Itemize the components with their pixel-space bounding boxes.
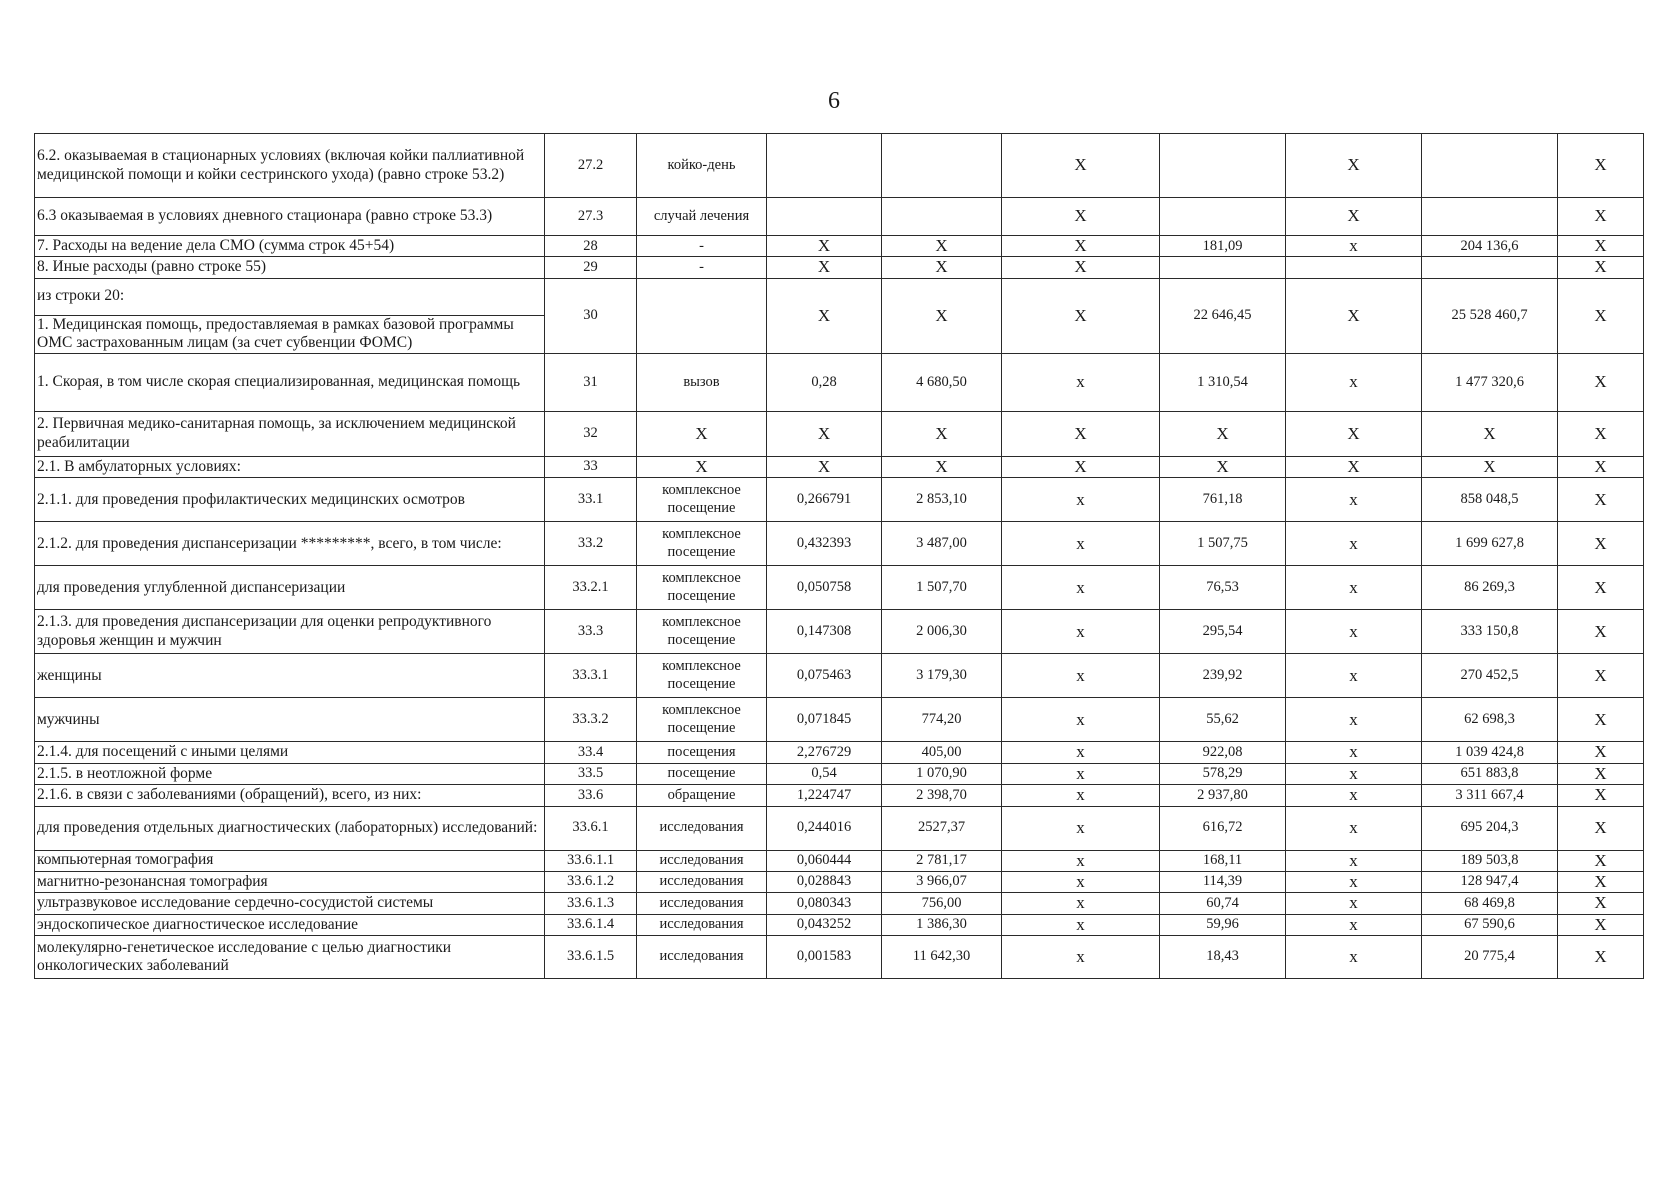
col-9: 68 469,8 [1422,893,1558,914]
table-row [35,893,1644,914]
row-code: 33.6.1.4 [545,914,637,935]
col-5: 2527,37 [882,806,1002,850]
col-5: 1 507,70 [882,566,1002,610]
col-4: X [767,257,882,278]
col-5: 11 642,30 [882,936,1002,979]
col-6: X [1002,411,1160,456]
col-5: X [882,257,1002,278]
row-name: мужчины [35,698,545,742]
row-name: 1. Медицинская помощь, предоставляемая в рамках базовой программы ОМС застрахованным лицам (за счет субвенции ФОМС) [35,315,545,353]
row-code: 33.3 [545,610,637,654]
col-7: 59,96 [1160,914,1286,935]
row-code: 33.6.1.2 [545,871,637,892]
col-5 [882,134,1002,198]
col-8: x [1286,522,1422,566]
col-8: x [1286,785,1422,806]
row-name: 2.1.3. для проведения диспансеризации для оценки репродуктивного здоровья женщин и мужчин [35,610,545,654]
col-9: 67 590,6 [1422,914,1558,935]
col-10: X [1558,936,1644,979]
col-7: 1 507,75 [1160,522,1286,566]
row-name: 7. Расходы на ведение дела СМО (сумма строк 45+54) [35,236,545,257]
row-unit: комплексное посещение [637,610,767,654]
table-row [35,478,1644,522]
col-10: X [1558,278,1644,353]
col-10: X [1558,914,1644,935]
col-8: X [1286,456,1422,477]
col-7: 761,18 [1160,478,1286,522]
table-row [35,566,1644,610]
col-4 [767,198,882,236]
col-10: X [1558,198,1644,236]
col-7: 181,09 [1160,236,1286,257]
col-8: x [1286,478,1422,522]
col-5: 4 680,50 [882,353,1002,411]
table-row [35,914,1644,935]
col-5: 405,00 [882,742,1002,763]
col-10: X [1558,850,1644,871]
col-10: X [1558,871,1644,892]
col-7: 168,11 [1160,850,1286,871]
col-9: 128 947,4 [1422,871,1558,892]
col-6: x [1002,871,1160,892]
row-code: 31 [545,353,637,411]
row-code: 33.3.2 [545,698,637,742]
row-code: 33.2 [545,522,637,566]
row-code: 30 [545,278,637,353]
col-4: 0,075463 [767,654,882,698]
col-4: 0,050758 [767,566,882,610]
row-name: 6.3 оказываемая в условиях дневного стационара (равно строке 53.3) [35,198,545,236]
col-7: 18,43 [1160,936,1286,979]
col-10: X [1558,134,1644,198]
table-row [35,936,1644,979]
col-7: 60,74 [1160,893,1286,914]
col-9: 651 883,8 [1422,763,1558,784]
col-9: 189 503,8 [1422,850,1558,871]
col-9: 695 204,3 [1422,806,1558,850]
row-unit: посещения [637,742,767,763]
row-name: магнитно-резонансная томография [35,871,545,892]
col-10: X [1558,411,1644,456]
row-code: 27.3 [545,198,637,236]
col-6: x [1002,806,1160,850]
row-name: 2.1.1. для проведения профилактических медицинских осмотров [35,478,545,522]
col-9: X [1422,411,1558,456]
row-name: 2.1.6. в связи с заболеваниями (обращений), всего, из них: [35,785,545,806]
col-10: X [1558,742,1644,763]
row-code: 33.6.1 [545,806,637,850]
table-row [35,411,1644,456]
col-6: x [1002,936,1160,979]
col-5: 756,00 [882,893,1002,914]
table-row [35,654,1644,698]
col-10: X [1558,610,1644,654]
row-name: 1. Скорая, в том числе скорая специализированная, медицинская помощь [35,353,545,411]
col-8: x [1286,871,1422,892]
row-unit: исследования [637,871,767,892]
row-code: 33.6.1.1 [545,850,637,871]
col-4: 0,28 [767,353,882,411]
row-code: 33.6.1.5 [545,936,637,979]
col-4: 0,028843 [767,871,882,892]
col-4: 0,001583 [767,936,882,979]
row-unit: комплексное посещение [637,478,767,522]
col-10: X [1558,456,1644,477]
col-10: X [1558,257,1644,278]
row-name: для проведения отдельных диагностических (лабораторных) исследований: [35,806,545,850]
col-7: 295,54 [1160,610,1286,654]
row-code: 33 [545,456,637,477]
row-name: 8. Иные расходы (равно строке 55) [35,257,545,278]
col-7: 2 937,80 [1160,785,1286,806]
col-10: X [1558,654,1644,698]
col-7: 114,39 [1160,871,1286,892]
row-name: женщины [35,654,545,698]
table-row [35,785,1644,806]
row-unit: посещение [637,763,767,784]
col-4: 1,224747 [767,785,882,806]
row-name: молекулярно-генетическое исследование с целью диагностики онкологических заболеваний [35,936,545,979]
col-6: x [1002,763,1160,784]
col-6: x [1002,785,1160,806]
table-row [35,522,1644,566]
col-5: 2 006,30 [882,610,1002,654]
col-10: X [1558,522,1644,566]
col-6: x [1002,742,1160,763]
col-9: 3 311 667,4 [1422,785,1558,806]
row-name: 2. Первичная медико-санитарная помощь, за исключением медицинской реабилитации [35,411,545,456]
col-6: x [1002,893,1160,914]
col-5: X [882,411,1002,456]
col-9: 25 528 460,7 [1422,278,1558,353]
col-8: x [1286,353,1422,411]
col-5: 3 966,07 [882,871,1002,892]
col-9 [1422,134,1558,198]
col-8: x [1286,893,1422,914]
col-8: x [1286,742,1422,763]
row-code: 33.6.1.3 [545,893,637,914]
col-10: X [1558,785,1644,806]
col-4: X [767,278,882,353]
row-unit: вызов [637,353,767,411]
col-9 [1422,198,1558,236]
col-4: 0,071845 [767,698,882,742]
col-5: X [882,278,1002,353]
row-name: эндоскопическое диагностическое исследование [35,914,545,935]
row-unit: случай лечения [637,198,767,236]
col-6: X [1002,456,1160,477]
col-6: X [1002,236,1160,257]
col-5: 2 781,17 [882,850,1002,871]
col-8: x [1286,763,1422,784]
row-name: ультразвуковое исследование сердечно-сосудистой системы [35,893,545,914]
row-name: компьютерная томография [35,850,545,871]
col-6: x [1002,654,1160,698]
col-9: 20 775,4 [1422,936,1558,979]
row-unit: койко-день [637,134,767,198]
col-10: X [1558,698,1644,742]
col-6: x [1002,698,1160,742]
table-row [35,198,1644,236]
col-9: 204 136,6 [1422,236,1558,257]
row-unit: обращение [637,785,767,806]
col-9: 1 477 320,6 [1422,353,1558,411]
row-unit: X [637,456,767,477]
col-8: X [1286,134,1422,198]
table-row [35,456,1644,477]
col-8 [1286,257,1422,278]
col-5: 1 386,30 [882,914,1002,935]
row-code: 29 [545,257,637,278]
table-row [35,257,1644,278]
col-6: x [1002,522,1160,566]
col-9: X [1422,456,1558,477]
col-6: x [1002,610,1160,654]
row-unit: - [637,236,767,257]
col-10: X [1558,353,1644,411]
row-unit: комплексное посещение [637,566,767,610]
col-8: x [1286,654,1422,698]
col-9: 86 269,3 [1422,566,1558,610]
row-unit: исследования [637,850,767,871]
table-row [35,698,1644,742]
col-5: X [882,236,1002,257]
col-4: X [767,411,882,456]
col-4: 2,276729 [767,742,882,763]
row-code: 33.4 [545,742,637,763]
col-5: 3 179,30 [882,654,1002,698]
row-unit: исследования [637,936,767,979]
row-code: 28 [545,236,637,257]
row-name: 2.1. В амбулаторных условиях: [35,456,545,477]
table-row [35,134,1644,198]
col-9: 858 048,5 [1422,478,1558,522]
col-6: x [1002,566,1160,610]
table-row [35,278,1644,315]
row-code: 33.6 [545,785,637,806]
row-code: 33.1 [545,478,637,522]
col-7: 578,29 [1160,763,1286,784]
row-unit: исследования [637,806,767,850]
col-7: 1 310,54 [1160,353,1286,411]
col-5: X [882,456,1002,477]
table-row [35,850,1644,871]
col-5: 2 853,10 [882,478,1002,522]
col-4: 0,060444 [767,850,882,871]
col-8: x [1286,566,1422,610]
table-row [35,806,1644,850]
row-code: 33.5 [545,763,637,784]
col-7: 22 646,45 [1160,278,1286,353]
col-10: X [1558,806,1644,850]
row-unit: исследования [637,893,767,914]
row-code: 33.2.1 [545,566,637,610]
table-row [35,236,1644,257]
col-4: 0,080343 [767,893,882,914]
col-6: X [1002,257,1160,278]
col-7 [1160,198,1286,236]
row-unit [637,278,767,353]
row-unit: X [637,411,767,456]
row-unit: комплексное посещение [637,698,767,742]
col-4: X [767,236,882,257]
row-unit: - [637,257,767,278]
col-5: 3 487,00 [882,522,1002,566]
col-7: 616,72 [1160,806,1286,850]
col-8: x [1286,914,1422,935]
col-5: 774,20 [882,698,1002,742]
col-4: 0,266791 [767,478,882,522]
table-row [35,353,1644,411]
col-8: x [1286,236,1422,257]
col-10: X [1558,566,1644,610]
col-4: 0,147308 [767,610,882,654]
col-4 [767,134,882,198]
table-row [35,610,1644,654]
col-7: 922,08 [1160,742,1286,763]
col-6: x [1002,353,1160,411]
col-4: 0,432393 [767,522,882,566]
col-7: 55,62 [1160,698,1286,742]
col-10: X [1558,893,1644,914]
col-5: 1 070,90 [882,763,1002,784]
col-7: X [1160,456,1286,477]
col-4: 0,54 [767,763,882,784]
col-7: 76,53 [1160,566,1286,610]
col-10: X [1558,478,1644,522]
col-4: 0,244016 [767,806,882,850]
col-6: x [1002,914,1160,935]
table-row [35,763,1644,784]
col-8: X [1286,278,1422,353]
row-name: из строки 20: [35,278,545,315]
col-8: x [1286,806,1422,850]
col-5 [882,198,1002,236]
col-6: X [1002,278,1160,353]
col-5: 2 398,70 [882,785,1002,806]
row-code: 27.2 [545,134,637,198]
col-7 [1160,134,1286,198]
page-number: 6 [828,88,840,114]
col-4: 0,043252 [767,914,882,935]
col-7: X [1160,411,1286,456]
col-10: X [1558,763,1644,784]
row-name: 2.1.5. в неотложной форме [35,763,545,784]
col-8: x [1286,698,1422,742]
col-8: x [1286,936,1422,979]
row-unit: исследования [637,914,767,935]
col-6: X [1002,198,1160,236]
col-9: 1 039 424,8 [1422,742,1558,763]
col-8: X [1286,411,1422,456]
row-unit: комплексное посещение [637,522,767,566]
table-row [35,742,1644,763]
financing-table [34,133,1644,979]
col-6: x [1002,478,1160,522]
col-9: 1 699 627,8 [1422,522,1558,566]
col-8: x [1286,610,1422,654]
col-9 [1422,257,1558,278]
col-9: 62 698,3 [1422,698,1558,742]
row-name: 2.1.2. для проведения диспансеризации *********, всего, в том числе: [35,522,545,566]
table-row [35,871,1644,892]
col-6: X [1002,134,1160,198]
row-unit: комплексное посещение [637,654,767,698]
col-7 [1160,257,1286,278]
col-9: 333 150,8 [1422,610,1558,654]
col-9: 270 452,5 [1422,654,1558,698]
col-6: x [1002,850,1160,871]
row-name: для проведения углубленной диспансеризации [35,566,545,610]
col-8: X [1286,198,1422,236]
row-name: 6.2. оказываемая в стационарных условиях (включая койки паллиативной медицинской помощи и койки сестринского ухода) (равно строке 53.2) [35,134,545,198]
row-code: 32 [545,411,637,456]
col-10: X [1558,236,1644,257]
row-name: 2.1.4. для посещений с иными целями [35,742,545,763]
col-8: x [1286,850,1422,871]
col-7: 239,92 [1160,654,1286,698]
row-code: 33.3.1 [545,654,637,698]
col-4: X [767,456,882,477]
